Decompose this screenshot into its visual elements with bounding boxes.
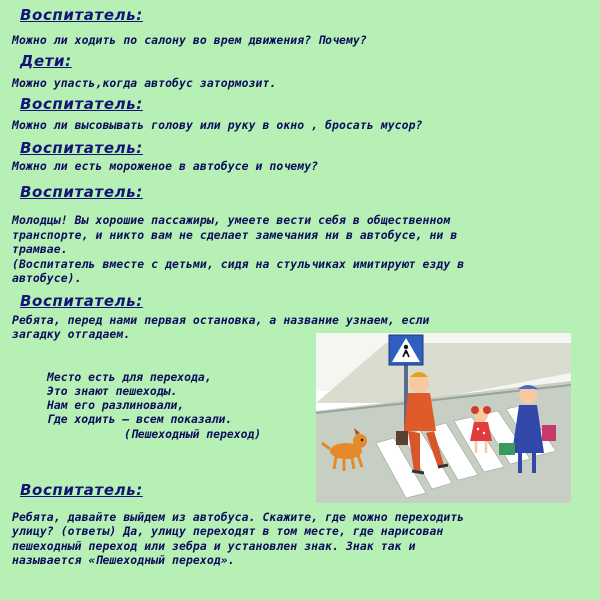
dialogue-line: автобусе). [12,271,82,285]
speaker-label: Воспитатель: [20,481,143,499]
dialogue-line: улицу? (ответы) Да, улицу переходят в том месте, где нарисован [12,524,444,538]
dialogue-line: (Воспитатель вместе с детьми, сидя на стульчиках имитируют езду в [12,257,465,271]
speaker-label: Воспитатель: [20,292,143,310]
speaker-label: Воспитатель: [20,6,143,24]
dialogue-line: транспорте, и никто вам не сделает замечания ни в автобусе, ни в [12,228,458,242]
dialogue-line: Можно ли высовывать голову или руку в окно , бросать мусор? [12,118,423,132]
speaker-label: Воспитатель: [20,139,143,157]
dialogue-line: пешеходный переход или зебра и установлен знак. Знак так и [12,539,416,553]
dialogue-line: называется «Пешеходный переход». [12,553,235,567]
dialogue-line: Можно упасть,когда автобус затормозит. [12,76,277,90]
riddle-line: Нам его разлиновали, [47,398,185,412]
pedestrian-crossing-scene-icon [316,333,571,503]
dialogue-line: трамвае. [12,242,68,256]
riddle-answer: (Пешеходный переход) [124,427,262,441]
riddle-line: Где ходить — всем показали. [47,412,233,426]
dialogue-line: Ребята, перед нами первая остановка, а название узнаем, если [12,313,430,327]
speaker-label: Воспитатель: [20,183,143,201]
dialogue-line: Молодцы! Вы хорошие пассажиры, умеете вести себя в общественном [12,213,451,227]
dialogue-line: загадку отгадаем. [12,327,131,341]
dialogue-line: Можно ли есть мороженое в автобусе и почему? [12,159,319,173]
speaker-label: Воспитатель: [20,95,143,113]
dialogue-line: Можно ли ходить по салону во врем движения? Почему? [12,33,367,47]
speaker-label: Дети: [20,52,72,70]
riddle-line: Это знают пешеходы. [47,384,178,398]
dialogue-line: Ребята, давайте выйдем из автобуса. Скажите, где можно переходить [12,510,465,524]
riddle-line: Место есть для перехода, [47,370,212,384]
